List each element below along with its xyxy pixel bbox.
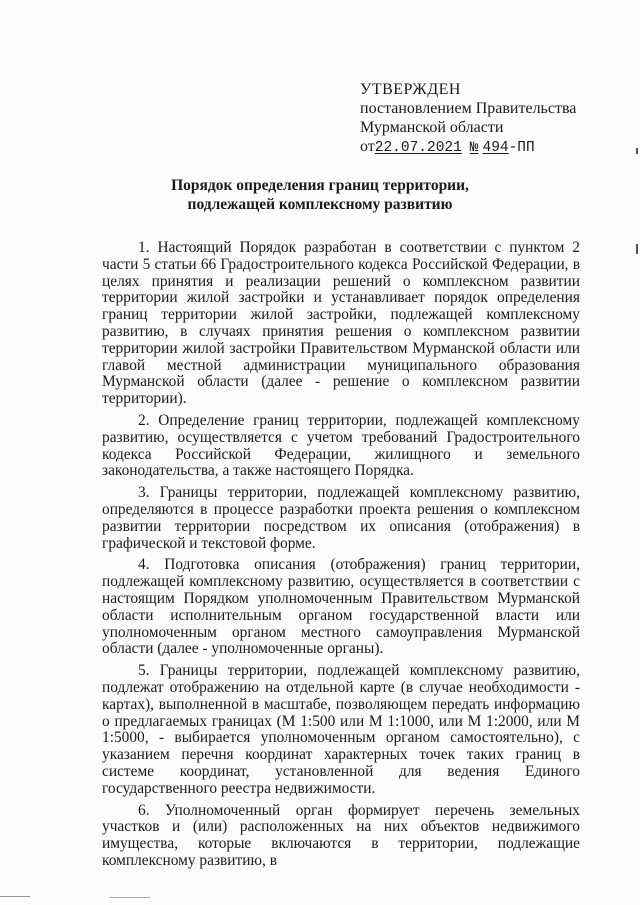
paragraph-6: 6. Уполномоченный орган формирует перечень земельных участков и (или) расположенных на них объектов недвижимого имущества, которые включаются в территории, подлежащие комплексному развитию, в (102, 801, 580, 869)
scan-edge-mark-1 (636, 148, 638, 154)
document-body (102, 240, 580, 870)
paragraph-3: 3. Границы территории, подлежащей комплексному развитию, определяются в процессе разработки проекта решения о комплексном развитии территории посредством их описания (отображения) в графической и текстовой форме. (102, 484, 580, 552)
scan-edge-mark-4 (110, 897, 150, 898)
approval-line-1: постановлением Правительства (360, 100, 577, 117)
scan-edge-mark-2 (636, 244, 638, 254)
approval-date-prefix: от (360, 138, 375, 155)
approval-heading: УТВЕРЖДЕН (360, 81, 461, 98)
document-title: Порядок определения границ территории, подлежащей комплексному развитию (171, 177, 469, 213)
paragraph-4: 4. Подготовка описания (отображения) границ территории, подлежащей комплексному развитию, осуществляется в соответствии с настоящим Порядком уполномоченным Правительством Мурманской области исполнительным органом государственной власти или уполномоченным органом местного самоуправления Мурманской области (далее - уполномоченные органы). (102, 556, 580, 658)
paragraph-2: 2. Определение границ территории, подлежащей комплексному развитию, осуществляется с учетом требований Градостроительного кодекса Российской Федерации, жилищного и земельного законодательства, а также настоящего Порядка. (102, 411, 580, 480)
paragraph-5: 5. Границы территории, подлежащей комплексному развитию, подлежат отображению на отдельной карте (в случае необходимости - картах), выполненной в масштабе, позволяющем передать информацию о предлагаемых границах (М 1:500 или М 1:1000, или М 1:2000, или М 1:5000, - выбирается уполномоченным органом самостоятельно), с указанием перечня координат характерных точек таких границ в системе координат, установленной для ведения Единого государственного реестра недвижимости. (102, 662, 580, 797)
approval-number-sign: № (469, 140, 479, 156)
paragraph-1: 1. Настоящий Порядок разработан в соответствии с пунктом 2 части 5 статьи 66 Градостроительного кодекса Российской Федерации, в целях принятия и реализации решений о комплексном развитии территории жилой застройки и устанавливает порядок определения границ территории жилой застройки, подлежащей комплексному развитию, в случаях принятия решения о комплексном развитии территории жилой застройки Правительством Мурманской области или главой местной администрации муниципального образования Мурманской области (далее - решение о комплексном развитии территории). (102, 239, 580, 408)
approval-date-line (360, 137, 576, 158)
scan-edge-mark-3 (0, 896, 30, 897)
approval-number: 494 (482, 140, 509, 156)
approval-number-suffix: -ПП (508, 140, 535, 156)
approval-block (360, 80, 576, 158)
approval-line-2: Мурманской области (360, 119, 504, 136)
approval-date: 22.07.2021 (374, 140, 462, 156)
